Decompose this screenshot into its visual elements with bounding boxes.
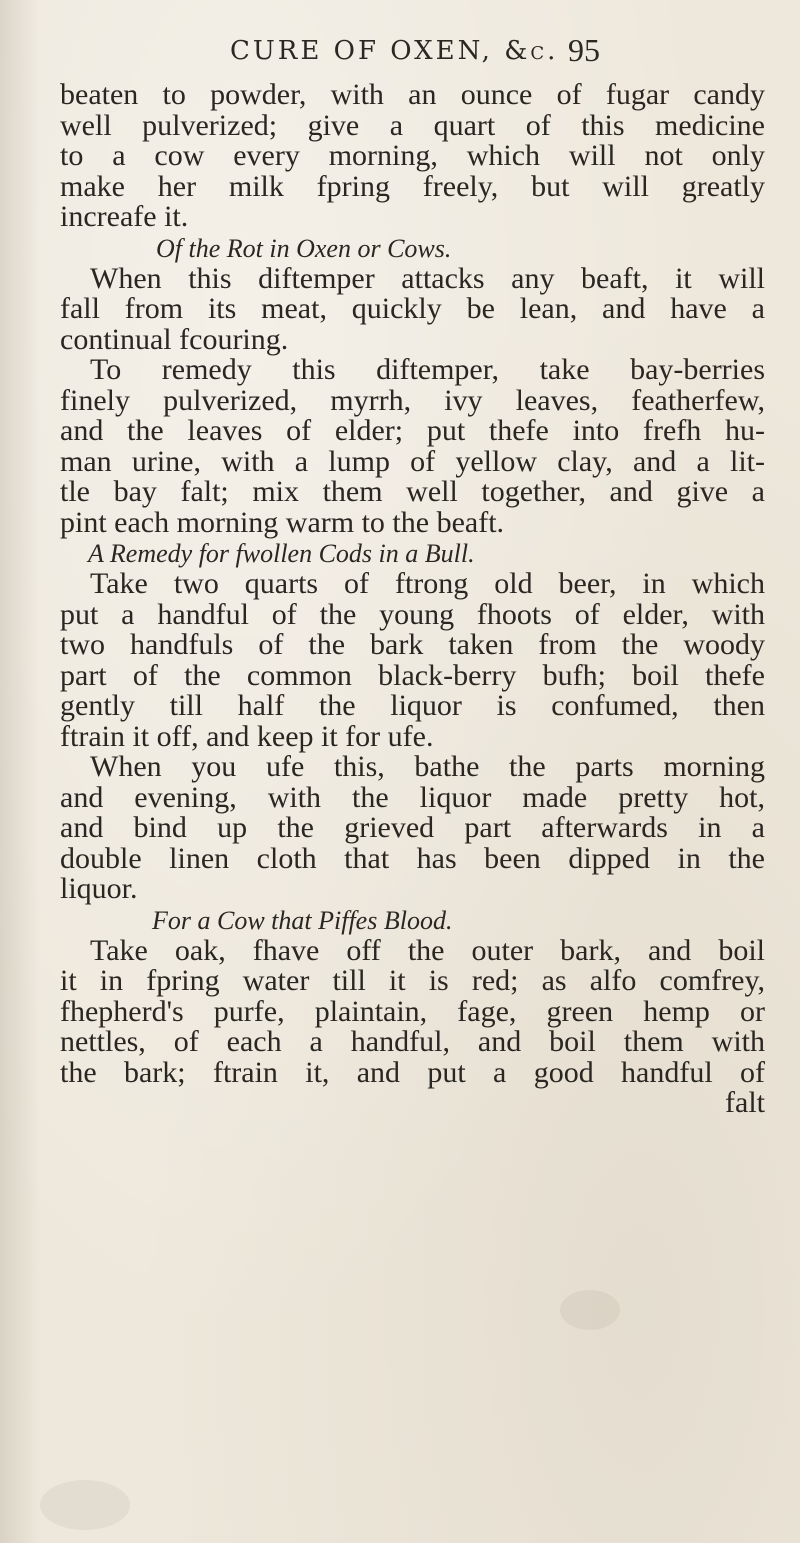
text-line: and the leaves of elder; put thefe into frefh hu- bbox=[60, 414, 765, 447]
text-line: finely pulverized, myrrh, ivy leaves, featherfew, bbox=[60, 383, 765, 417]
page-gutter-shadow bbox=[0, 0, 40, 1543]
text-line: increafe it. bbox=[60, 200, 189, 233]
text-line: well pulverized; give a quart of this medicine bbox=[60, 108, 765, 142]
text-line: to a cow every morning, which will not only bbox=[60, 139, 765, 172]
text-line: make her milk fpring freely, but will greatly bbox=[60, 169, 765, 203]
section-heading-swollen-cods: A Remedy for fwollen Cods in a Bull. bbox=[88, 539, 475, 568]
text-line: fhepherd's purfe, plaintain, fage, green hemp or bbox=[60, 994, 765, 1028]
text-line: beaten to powder, with an ounce of fugar candy bbox=[60, 78, 765, 111]
text-line: two handfuls of the bark taken from the woody bbox=[60, 628, 765, 661]
text-line: the bark; ftrain it, and put a good handful of bbox=[60, 1055, 765, 1089]
running-head: CURE OF OXEN, &c. bbox=[230, 36, 559, 66]
catchword: falt bbox=[725, 1086, 765, 1119]
text-line: double linen cloth that has been dipped in the bbox=[60, 841, 765, 875]
text-line: continual fcouring. bbox=[60, 322, 289, 356]
text-line: fall from its meat, quickly be lean, and have a bbox=[60, 292, 765, 325]
text-line: When you ufe this, bathe the parts morning bbox=[90, 750, 765, 783]
text-line: gently till half the liquor is confumed, then bbox=[60, 689, 765, 722]
text-line: and bind up the grieved part afterwards in a bbox=[60, 811, 765, 844]
text-line: nettles, of each a handful, and boil them with bbox=[60, 1025, 765, 1058]
text-line: When this diftemper attacks any beaft, it will bbox=[90, 261, 765, 295]
text-line: and evening, with the liquor made pretty hot, bbox=[60, 780, 765, 814]
text-line: pint each morning warm to the beaft. bbox=[60, 505, 505, 539]
paper-stain bbox=[560, 1290, 620, 1330]
text-line: it in fpring water till it is red; as alfo comfrey, bbox=[60, 964, 765, 997]
text-line: put a handful of the young fhoots of elder, with bbox=[60, 597, 765, 631]
text-line: liquor. bbox=[60, 872, 138, 905]
text-line: Take two quarts of ftrong old beer, in which bbox=[90, 567, 765, 600]
text-line: part of the common black-berry bufh; boil thefe bbox=[60, 658, 765, 692]
text-line: ftrain it off, and keep it for ufe. bbox=[60, 719, 434, 753]
text-line: Take oak, fhave off the outer bark, and boil bbox=[90, 933, 765, 967]
section-heading-cow-blood: For a Cow that Piffes Blood. bbox=[152, 905, 453, 935]
body-text bbox=[60, 80, 765, 1119]
section-heading-rot: Of the Rot in Oxen or Cows. bbox=[156, 233, 452, 263]
text-line: man urine, with a lump of yellow clay, and a lit- bbox=[60, 444, 765, 478]
text-line: tle bay falt; mix them well together, and give a bbox=[60, 475, 765, 508]
page-number: 95 bbox=[568, 32, 600, 68]
text-line: To remedy this diftemper, take bay-berries bbox=[90, 353, 765, 386]
paper-stain bbox=[40, 1480, 130, 1530]
